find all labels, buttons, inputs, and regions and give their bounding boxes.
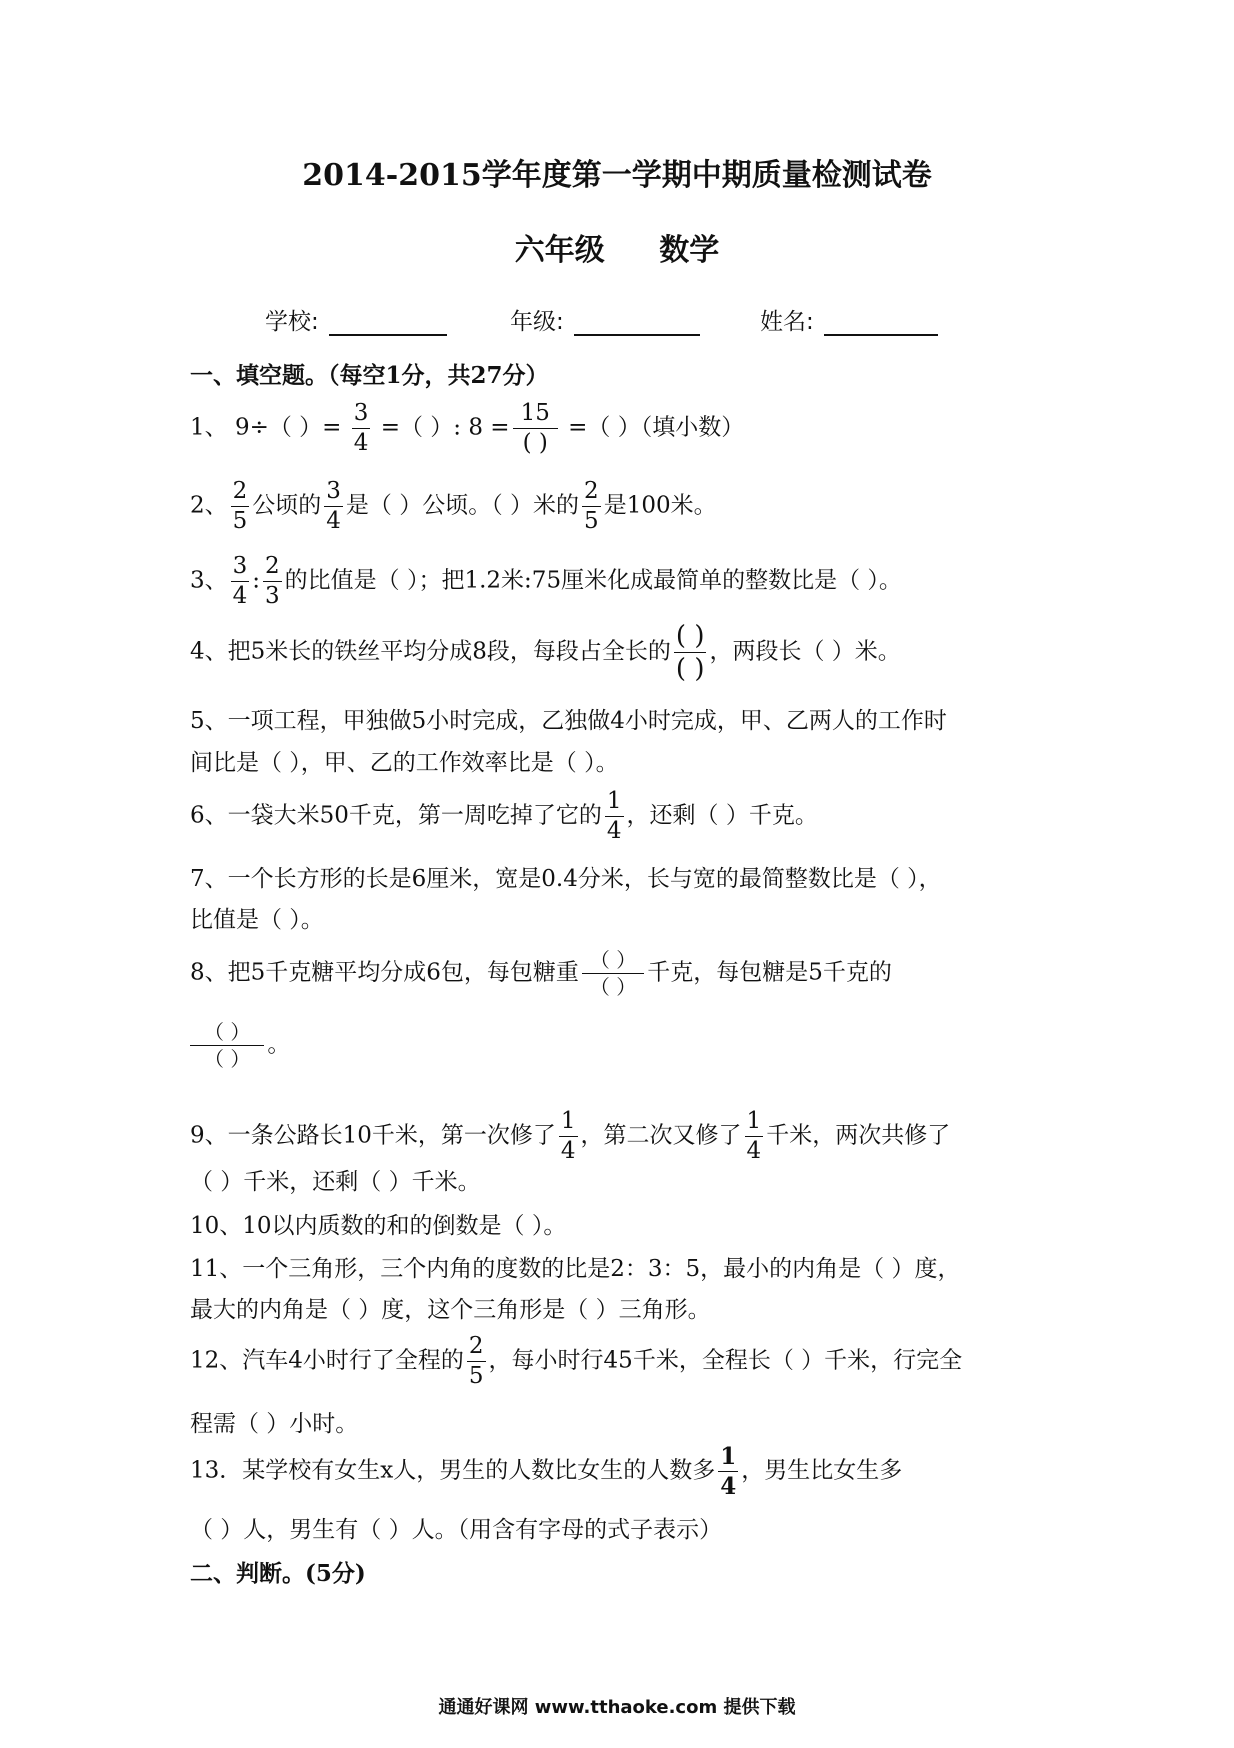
exam-title: 2014-2015学年度第一学期中期质量检测试卷 [302,158,932,193]
school-blank [329,310,447,336]
q4-text-b: ，两段长（ ）米。 [709,638,901,665]
fraction-denominator: 4 [606,818,622,844]
question-13-line-2: （ ）人，男生有（ ）人。（用含有字母的式子表示） [190,1517,723,1543]
question-1 [190,402,744,455]
q8-fraction-1 [582,950,644,997]
fraction-denominator: 4 [560,1138,576,1164]
q2-text-c: 是（ ）公顷。（ ）米的 [345,492,580,519]
name-blank [824,310,938,336]
q9-text-b: ，第二次又修了 [580,1122,742,1149]
question-10: 10、10以内质数的和的倒数是（ ）。 [190,1213,567,1239]
q1-fraction-2 [513,402,558,455]
q3-fraction-2 [263,555,282,608]
question-13 [190,1445,902,1498]
fraction-numerator: 1 [720,1443,737,1470]
q4-fraction [674,623,707,682]
q2-text-d: 是100米。 [603,492,717,519]
question-11-line-2: 最大的内角是（ ）度，这个三角形是（ ）三角形。 [190,1297,711,1323]
question-12 [190,1335,962,1388]
fraction-denominator: 4 [720,1473,737,1500]
q13-fraction [718,1445,738,1498]
fraction-numerator: （ ） [582,950,644,974]
q2-text-a: 2、 [190,492,228,519]
q2-fraction-3 [582,480,601,533]
fraction-denominator: （ ） [589,975,637,999]
q1-text-c: =（ ）（填小数） [560,414,745,441]
footer-source: 通通好课网 www.tthaoke.com 提供下载 [438,1697,796,1718]
question-8-line-2 [190,1022,290,1069]
q6-text-a: 6、一袋大米50千克，第一周吃掉了它的 [190,802,602,829]
q13-text-b: ，男生比女生多 [741,1457,903,1484]
grade-blank [574,310,700,336]
question-11-line-1: 11、一个三角形，三个内角的度数的比是2：3：5，最小的内角是（ ）度， [190,1256,961,1282]
q9-fraction-1 [559,1110,578,1163]
fraction-denominator: 4 [326,508,341,534]
q9-fraction-2 [745,1110,764,1163]
q12-text-b: ，每小时行45千米，全程长（ ）千米，行完全 [488,1347,963,1374]
question-4 [190,623,901,682]
q1-fraction-1 [352,402,371,455]
fraction-numerator: 2 [467,1335,486,1362]
q8-text-b: 千克，每包糖是5千克的 [647,959,892,986]
q12-text-a: 12、汽车4小时行了全程的 [190,1347,464,1374]
school-label: 学校: [265,309,319,335]
q3-text-b: 的比值是（ ）；把1.2米:75厘米化成最简单的整数比是（ ）。 [284,567,902,594]
q8-text-a: 8、把5千克糖平均分成6包，每包糖重 [190,959,579,986]
fraction-numerator: 1 [605,790,624,817]
fraction-numerator: 2 [263,555,282,582]
fraction-denominator: 5 [584,508,599,534]
question-8 [190,950,892,997]
fraction-denominator: 5 [232,508,248,534]
grade-text: 六年级 [514,233,605,268]
question-7-line-2: 比值是（ ）。 [190,907,324,933]
fraction-numerator: 3 [324,480,343,507]
fraction-denominator: （ ） [204,1047,251,1071]
name-field [760,303,938,336]
fraction-denominator: ( ) [675,654,705,684]
name-label: 姓名: [760,309,814,335]
q3-fraction-1 [231,555,250,608]
fraction-numerator: （ ） [190,1022,264,1046]
q8-end: 。 [267,1031,291,1058]
q8-fraction-2 [190,1022,264,1069]
q12-fraction [467,1335,486,1388]
fraction-numerator: ( ) [675,621,705,651]
question-5-line-2: 间比是（ ），甲、乙的工作效率比是（ ）。 [190,750,619,776]
q1-text-b: =（ ）: 8 = [373,414,510,441]
question-9 [190,1110,950,1163]
fraction-denominator: 4 [232,583,248,609]
q2-text-b: 公顷的 [252,492,322,519]
fraction-numerator: 1 [745,1110,764,1137]
q3-colon: : [252,567,261,594]
question-9-line-2: （ ）千米，还剩（ ）千米。 [190,1169,481,1195]
fraction-denominator: ( ) [522,430,548,456]
q1-text-a: 1、 9÷（ ）= [190,414,349,441]
q6-fraction [605,790,624,843]
exam-subtitle [0,225,1234,269]
fraction-denominator: 4 [746,1138,762,1164]
section2-heading: 二、判断。(5分) [190,1560,366,1587]
question-5-line-1: 5、一项工程，甲独做5小时完成，乙独做4小时完成，甲、乙两人的工作时 [190,708,947,734]
question-7-line-1: 7、一个长方形的长是6厘米，宽是0.4分米，长与宽的最简整数比是（ ）， [190,866,942,892]
grade-field [510,303,700,336]
school-field [265,303,447,336]
fraction-numerator: 2 [582,480,601,507]
fraction-numerator: 3 [231,555,250,582]
fraction-numerator: 1 [559,1110,578,1137]
q4-text-a: 4、把5米长的铁丝平均分成8段，每段占全长的 [190,638,671,665]
q2-fraction-1 [231,480,250,533]
section1-heading: 一、填空题。（每空1分，共27分） [190,362,549,389]
q9-text-c: 千米，两次共修了 [766,1122,951,1149]
grade-label: 年级: [510,309,564,335]
fraction-denominator: 3 [265,583,280,609]
fraction-numerator: 3 [352,402,371,429]
subject-text: 数学 [659,233,720,268]
q2-fraction-2 [324,480,343,533]
fraction-numerator: 15 [513,402,558,429]
question-3 [190,555,902,608]
fraction-denominator: 5 [468,1363,484,1389]
q9-text-a: 9、一条公路长10千米，第一次修了 [190,1122,556,1149]
q13-text-a: 13．某学校有女生x人，男生的人数比女生的人数多 [190,1457,716,1484]
q6-text-b: ，还剩（ ）千克。 [626,802,818,829]
q3-text-a: 3、 [190,567,228,594]
question-2 [190,480,717,533]
question-12-line-2: 程需（ ）小时。 [190,1411,359,1437]
fraction-numerator: 2 [231,480,250,507]
fraction-denominator: 4 [353,430,369,456]
question-6 [190,790,818,843]
